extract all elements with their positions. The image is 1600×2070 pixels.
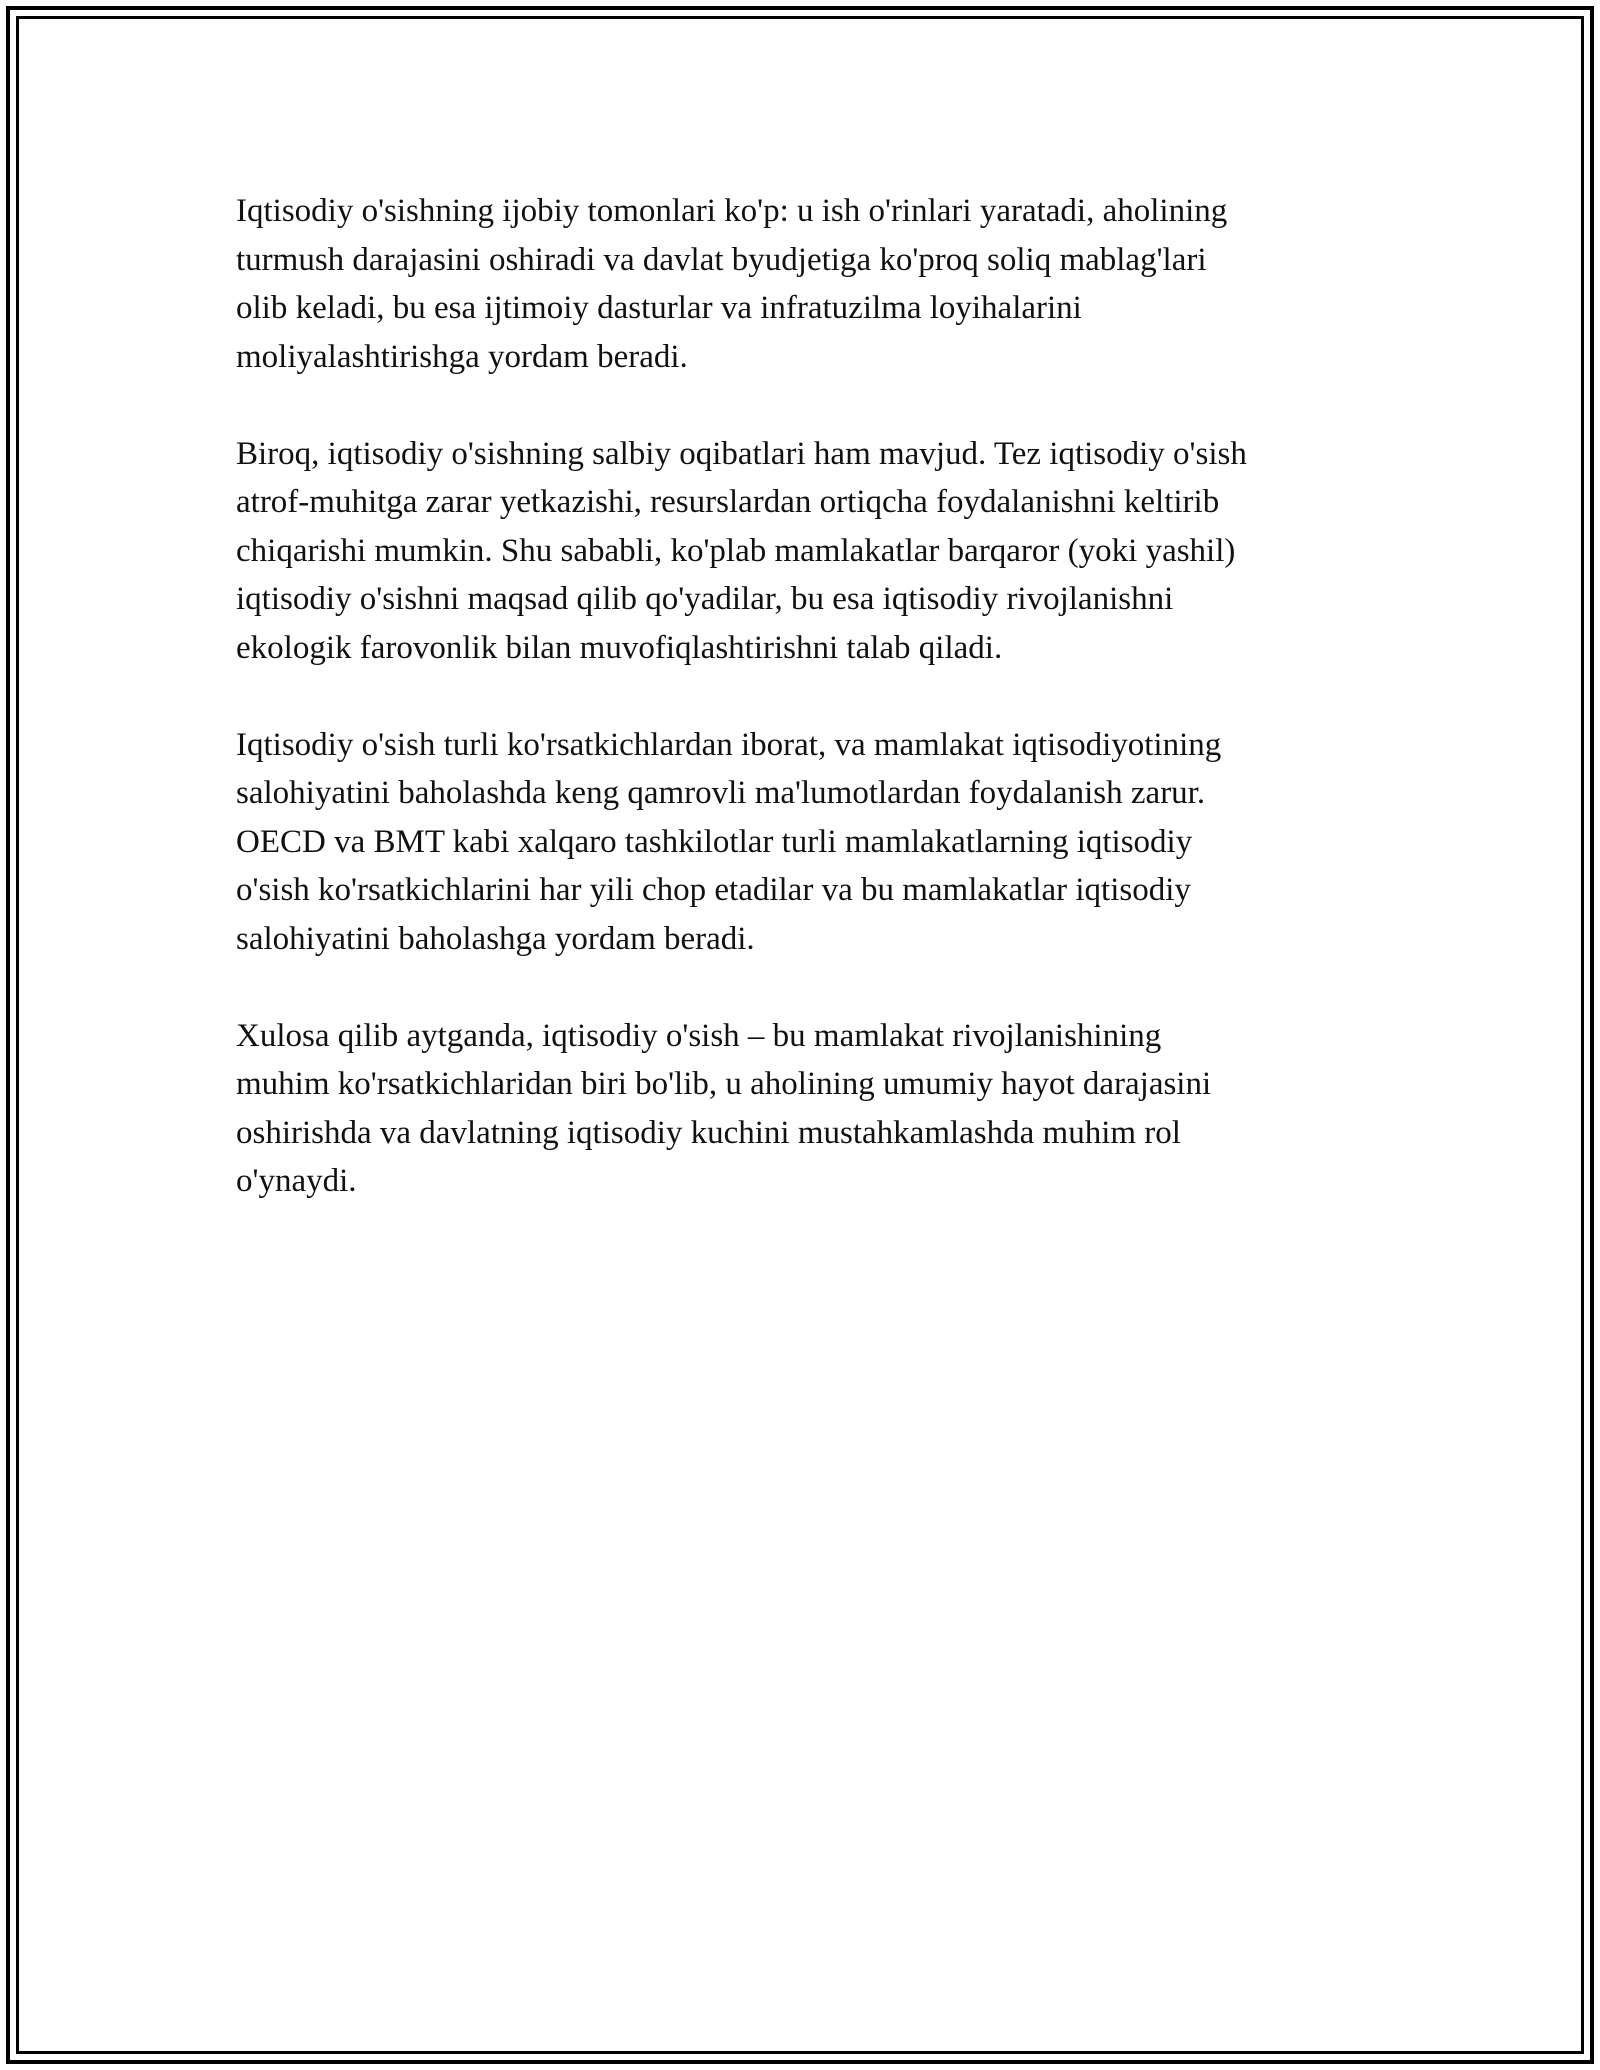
text-line: chiqarishi mumkin. Shu sababli, ko'plab mamlakatlar barqaror (yoki yashil)	[236, 532, 1236, 569]
text-line: salohiyatini baholashda keng qamrovli ma'lumotlardan foydalanish zarur.	[236, 775, 1206, 811]
text-line: salohiyatini baholashga yordam beradi.	[236, 920, 755, 957]
text-line: muhim ko'rsatkichlaridan biri bo'lib, u aholining umumiy hayot darajasini	[236, 1066, 1212, 1102]
document-body	[236, 187, 1396, 1254]
text-line: atrof-muhitga zarar yetkazishi, resurslardan ortiqcha foydalanishni keltirib	[236, 484, 1220, 520]
text-line: moliyalashtirishga yordam beradi.	[236, 338, 688, 375]
text-line: oshirishda va davlatning iqtisodiy kuchini mustahkamlashda muhim rol	[236, 1114, 1181, 1151]
text-line: Biroq, iqtisodiy o'sishning salbiy oqibatlari ham mavjud. Tez iqtisodiy o'sish	[236, 435, 1247, 472]
paragraph-indicators	[236, 721, 1396, 964]
text-line: o'sish ko'rsatkichlarini har yili chop etadilar va bu mamlakatlar iqtisodiy	[236, 872, 1191, 908]
text-line: Iqtisodiy o'sishning ijobiy tomonlari ko'p: u ish o'rinlari yaratadi, aholining	[236, 193, 1228, 229]
paragraph-drawbacks	[236, 430, 1396, 673]
text-line: iqtisodiy o'sishni maqsad qilib qo'yadilar, bu esa iqtisodiy rivojlanishni	[236, 581, 1174, 617]
text-line: turmush darajasini oshiradi va davlat byudjetiga ko'proq soliq mablag'lari	[236, 241, 1207, 278]
paragraph-benefits	[236, 187, 1396, 381]
text-line: OECD va BMT kabi xalqaro tashkilotlar turli mamlakatlarning iqtisodiy	[236, 823, 1193, 860]
text-line: Xulosa qilib aytganda, iqtisodiy o'sish – bu mamlakat rivojlanishining	[236, 1017, 1162, 1054]
paragraph-conclusion	[236, 1012, 1396, 1206]
text-line: Iqtisodiy o'sish turli ko'rsatkichlardan iborat, va mamlakat iqtisodiyotining	[236, 726, 1222, 763]
text-line: olib keladi, bu esa ijtimoiy dasturlar va infratuzilma loyihalarini	[236, 290, 1082, 326]
text-line: ekologik farovonlik bilan muvofiqlashtirishni talab qiladi.	[236, 629, 1003, 666]
text-line: o'ynaydi.	[236, 1163, 357, 1199]
